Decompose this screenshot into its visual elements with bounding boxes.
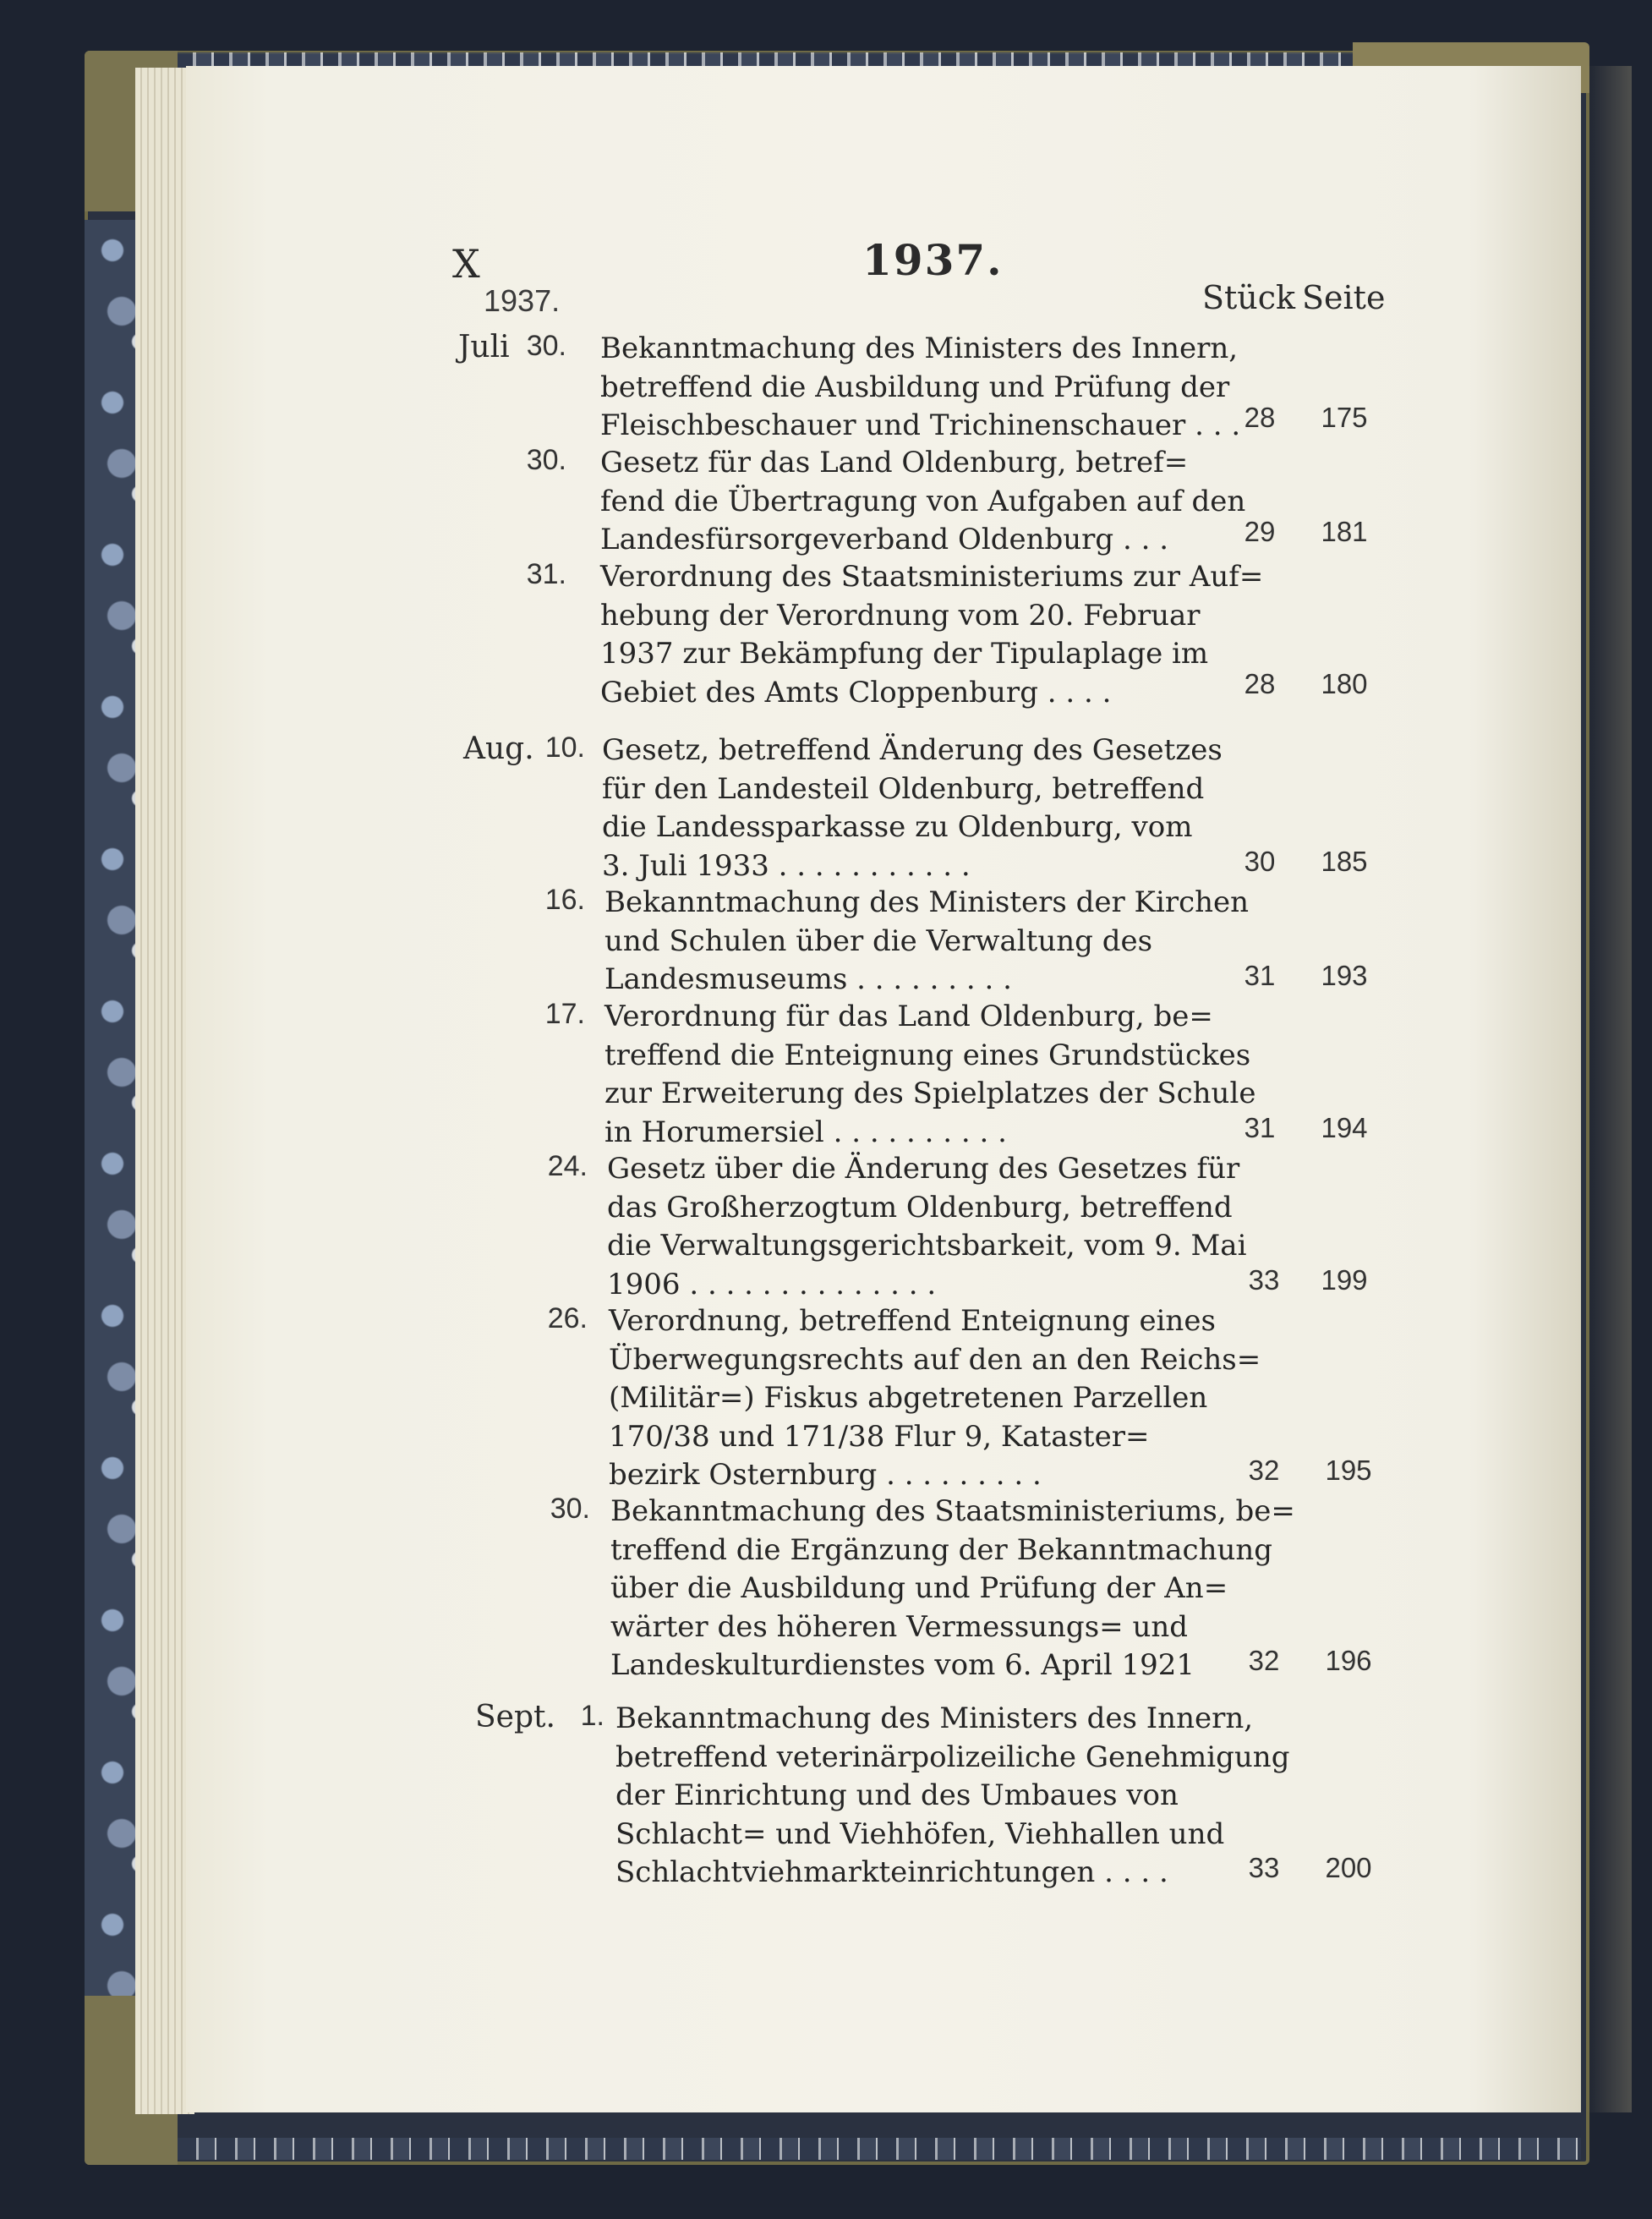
entry-month: Sept. (475, 1700, 555, 1734)
entry-title-line: die Landessparkasse zu Oldenburg, vom (602, 810, 1193, 844)
entry-stueck: 28 (1244, 668, 1276, 699)
entry-day: 10. (544, 731, 585, 764)
marbled-edge-bottom (178, 2138, 1581, 2160)
entry-stueck: 32 (1248, 1455, 1280, 1486)
entry-title-line: 1906 . . . . . . . . . . . . . . (607, 1267, 937, 1301)
entry-seite: 196 (1325, 1645, 1372, 1676)
entry-title-line: die Verwaltungsgerichtsbarkeit, vom 9. Mai (607, 1229, 1247, 1263)
entry-title (600, 330, 1241, 446)
entry-seite: 199 (1321, 1264, 1368, 1296)
entry-title-line: Fleischbeschauer und Trichinenschauer . . . (600, 408, 1241, 442)
entry-title-line: für den Landesteil Oldenburg, betreffend (602, 771, 1205, 806)
entry-title-line: Gebiet des Amts Cloppenburg . . . . (600, 675, 1112, 710)
entry-day: 17. (544, 998, 585, 1030)
entry-title-line: Schlachtviehmarkteinrichtungen . . . . (615, 1855, 1168, 1889)
entry-title-line: (Militär=) Fiskus abgetretenen Parzellen (609, 1381, 1208, 1415)
entry-title-line: der Einrichtung und des Umbaues von (615, 1778, 1179, 1812)
page-header-year: 1937. (862, 235, 1004, 285)
entry-title-line: zur Erweiterung des Spielplatzes der Schule (604, 1077, 1256, 1110)
entry-title (604, 884, 1250, 1000)
entry-day: 1. (580, 1700, 604, 1732)
entry-stueck: 31 (1244, 1112, 1276, 1143)
entry-day: 30. (526, 444, 566, 476)
entry-title-line: hebung der Verordnung vom 20. Februar (600, 598, 1201, 633)
entry-month: Juli (458, 330, 510, 364)
entry-stueck: 29 (1244, 516, 1276, 547)
entry-title-line: Bekanntmachung des Ministers des Innern, (600, 331, 1239, 365)
entry-title-line: Bekanntmachung des Ministers des Innern, (615, 1701, 1254, 1735)
entry-title-line: treffend die Ergänzung der Bekanntmachung (610, 1532, 1273, 1567)
entry-title-line: Bekanntmachung des Ministers der Kirchen (604, 885, 1250, 919)
entry-seite: 185 (1321, 846, 1368, 877)
entry-day: 16. (544, 884, 585, 916)
entry-title-line: treffend die Enteignung eines Grundstückes (604, 1038, 1251, 1072)
column-header-stueck: Stück (1202, 279, 1296, 316)
entry-seite: 180 (1321, 668, 1368, 699)
entry-title-line: 3. Juli 1933 . . . . . . . . . . . (602, 848, 971, 883)
entry-day: 31. (526, 558, 566, 590)
entry-title (602, 731, 1223, 885)
entry-title-line: Verordnung, betreffend Enteignung eines (609, 1304, 1216, 1338)
entry-title-line: wärter des höheren Vermessungs= und (610, 1609, 1189, 1644)
entry-stueck: 33 (1248, 1852, 1280, 1883)
entry-stueck: 32 (1248, 1645, 1280, 1676)
entry-title-line: 170/38 und 171/38 Flur 9, Kataster= (609, 1419, 1150, 1454)
entry-seite: 175 (1321, 402, 1368, 433)
entry-title-line: Bekanntmachung des Staatsministeriums, be= (610, 1494, 1295, 1528)
entry-stueck: 33 (1248, 1264, 1280, 1296)
entry-stueck: 30 (1244, 846, 1276, 877)
entry-day: 26. (547, 1302, 588, 1334)
page-gutter-shade (1585, 66, 1632, 2112)
entry-title-line: das Großherzogtum Oldenburg, betreffend (607, 1190, 1233, 1225)
entry-title-line: Überwegungsrechts auf den an den Reichs= (609, 1342, 1261, 1377)
entry-title-line: Gesetz über die Änderung des Gesetzes für (607, 1152, 1240, 1186)
entry-day: 30. (526, 330, 566, 362)
entry-title-line: über die Ausbildung und Prüfung der An= (610, 1571, 1228, 1605)
entry-title-line: in Horumersiel . . . . . . . . . . (604, 1115, 1007, 1149)
entry-title-line: bezirk Osternburg . . . . . . . . . (609, 1458, 1042, 1492)
column-header-seite: Seite (1302, 279, 1386, 316)
entry-day: 24. (547, 1150, 588, 1182)
entry-title-line: Verordnung des Staatsministeriums zur Auf= (600, 560, 1264, 594)
page-roman-numeral: X (452, 241, 480, 287)
entry-title-line: Landeskulturdienstes vom 6. April 1921 (610, 1648, 1195, 1682)
entry-title (609, 1302, 1261, 1495)
entry-title-line: betreffend veterinärpolizeiliche Genehmigung (615, 1740, 1290, 1774)
entry-title-line: und Schulen über die Verwaltung des (604, 923, 1153, 958)
entry-title-line: fend die Übertragung von Aufgaben auf den (600, 484, 1246, 518)
entry-month: Aug. (463, 731, 534, 766)
entry-stueck: 31 (1244, 960, 1276, 991)
entry-title-line: 1937 zur Bekämpfung der Tipulaplage im (600, 637, 1209, 671)
entry-seite: 194 (1321, 1112, 1368, 1143)
entry-title (604, 998, 1256, 1152)
entry-title (600, 444, 1246, 560)
entry-seite: 200 (1325, 1852, 1372, 1883)
entry-title-line: Verordnung für das Land Oldenburg, be= (604, 1000, 1213, 1033)
entry-day: 30. (550, 1493, 590, 1525)
entry-title (607, 1150, 1247, 1304)
entry-seite: 193 (1321, 960, 1368, 991)
entry-title-line: Schlacht= und Viehhöfen, Viehhallen und (615, 1816, 1225, 1851)
entry-title-line: Gesetz für das Land Oldenburg, betref= (600, 446, 1189, 479)
entry-seite: 181 (1321, 516, 1368, 547)
book-page (186, 66, 1581, 2112)
entry-title-line: Gesetz, betreffend Änderung des Gesetzes (602, 733, 1223, 767)
entry-title-line: Landesfürsorgeverband Oldenburg . . . (600, 523, 1169, 556)
entry-stueck: 28 (1244, 402, 1276, 433)
entry-title-line: Landesmuseums . . . . . . . . . (604, 962, 1012, 996)
section-year: 1937. (484, 283, 561, 318)
entry-seite: 195 (1325, 1455, 1372, 1486)
entry-title-line: betreffend die Ausbildung und Prüfung der (600, 370, 1230, 404)
